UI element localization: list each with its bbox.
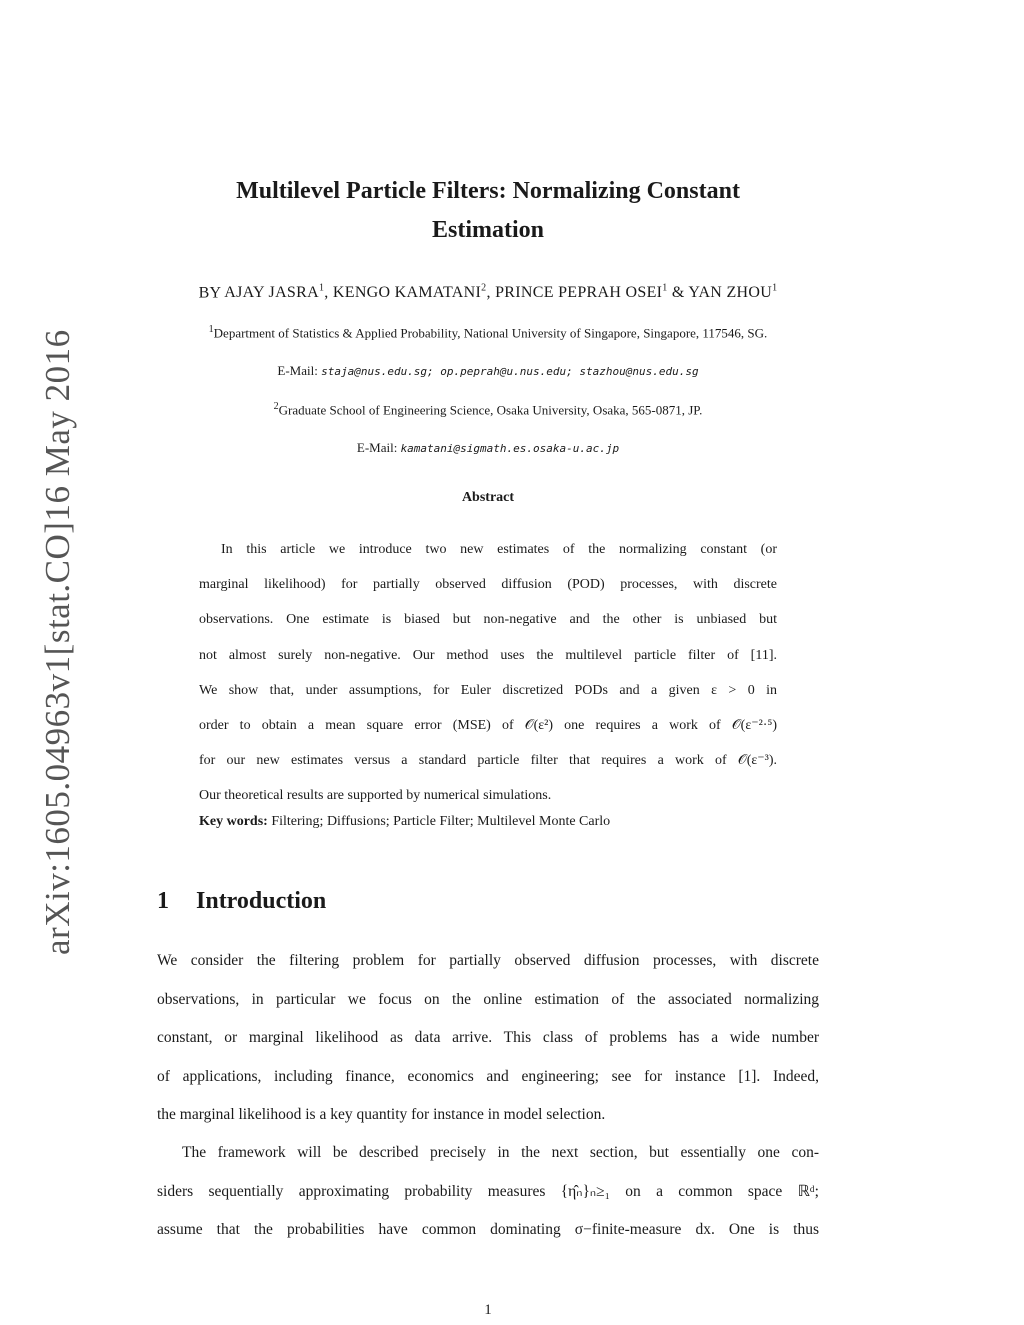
arxiv-category: [stat.CO] (38, 521, 77, 656)
body-line: The framework will be described precisely in the next section, but essentially one con- (182, 1144, 819, 1161)
email-2: E-Mail: kamatani@sigmath.es.osaka-u.ac.jp (356, 440, 620, 455)
body-line: We consider the filtering problem for partially observed diffusion processes, with discrete (157, 952, 819, 969)
author-prefix: BY (198, 284, 221, 302)
keywords-label: Key words: (199, 814, 268, 829)
affiliation-2: $^2$Graduate School of Engineering Science, Osaka University, Osaka, 565-0871, JP. (273, 401, 703, 418)
body-line: of applications, including finance, economics and engineering; see for instance [1]. Indeed, (157, 1067, 819, 1085)
abstract-line: Our theoretical results are supported by numerical simulations. (199, 788, 552, 804)
affiliation-1: $^1$Department of Statistics & Applied Probability, National University of Singapore, Singapore, 117546, SG. (208, 324, 768, 341)
author: YAN ZHOU$^1$ (688, 283, 778, 302)
abstract-line: marginal likelihood) for partially observed diffusion (POD) processes, with discrete (199, 577, 777, 593)
paragraph-1 (157, 942, 819, 1135)
author: AJAY JASRA$^1$, (224, 283, 329, 302)
section-number: 1 (157, 888, 169, 914)
section-heading (157, 888, 326, 915)
paper-title (157, 172, 819, 250)
arxiv-stamp (38, 329, 78, 955)
arxiv-date: 16 May 2016 (38, 329, 77, 522)
section-title: Introduction (196, 888, 327, 914)
abstract-body (199, 532, 777, 814)
author-list (157, 283, 819, 302)
body-line: the marginal likelihood is a key quantity for instance in model selection. (157, 1106, 606, 1123)
abstract-heading: Abstract (461, 490, 515, 505)
abstract-line: for our new estimates versus a standard particle filter that requires a work of 𝒪(ε⁻³). (199, 753, 777, 769)
keywords-text: Filtering; Diffusions; Particle Filter; Multilevel Monte Carlo (271, 814, 611, 829)
email-address[interactable]: kamatani@sigmath.es.osaka-u.ac.jp (400, 442, 620, 455)
author: KENGO KAMATANI$^2$, (332, 283, 491, 302)
paragraph-2 (157, 1134, 819, 1250)
body-line: assume that the probabilities have common dominating σ−finite-measure dx. One is thus (157, 1221, 819, 1238)
title-line-2: Estimation (431, 217, 544, 243)
abstract-line: We show that, under assumptions, for Euler discretized PODs and a given ε > 0 in (199, 682, 777, 698)
author: PRINCE PEPRAH OSEI$^1$ & (495, 283, 685, 302)
title-line-1: Multilevel Particle Filters: Normalizing Constant (236, 178, 740, 204)
email-address[interactable]: staja@nus.edu.sg; op.peprah@u.nus.edu; stazhou@nus.edu.sg (321, 365, 699, 378)
body-line: constant, or marginal likelihood as data arrive. This class of problems has a wide number (157, 1029, 819, 1046)
body-line: siders sequentially approximating probability measures {η̂ₙ}ₙ≥₁ on a common space ℝᵈ; (157, 1182, 819, 1200)
abstract-line: observations. One estimate is biased but non-negative and the other is unbiased but (199, 612, 777, 628)
abstract-line: not almost surely non-negative. Our method uses the multilevel particle filter of [11]. (199, 647, 777, 663)
email-1: E-Mail: staja@nus.edu.sg; op.peprah@u.nus.edu; stazhou@nus.edu.sg (277, 363, 699, 378)
arxiv-id: arXiv:1605.04963v1 (38, 655, 77, 955)
page-number: 1 (484, 1302, 492, 1318)
body-line: observations, in particular we focus on the online estimation of the associated normalizing (157, 990, 819, 1008)
abstract-line: order to obtain a mean square error (MSE) of 𝒪(ε²) one requires a work of 𝒪(ε⁻²·⁵) (199, 718, 777, 734)
keywords (199, 814, 610, 830)
abstract-line: In this article we introduce two new estimates of the normalizing constant (or (221, 542, 777, 557)
